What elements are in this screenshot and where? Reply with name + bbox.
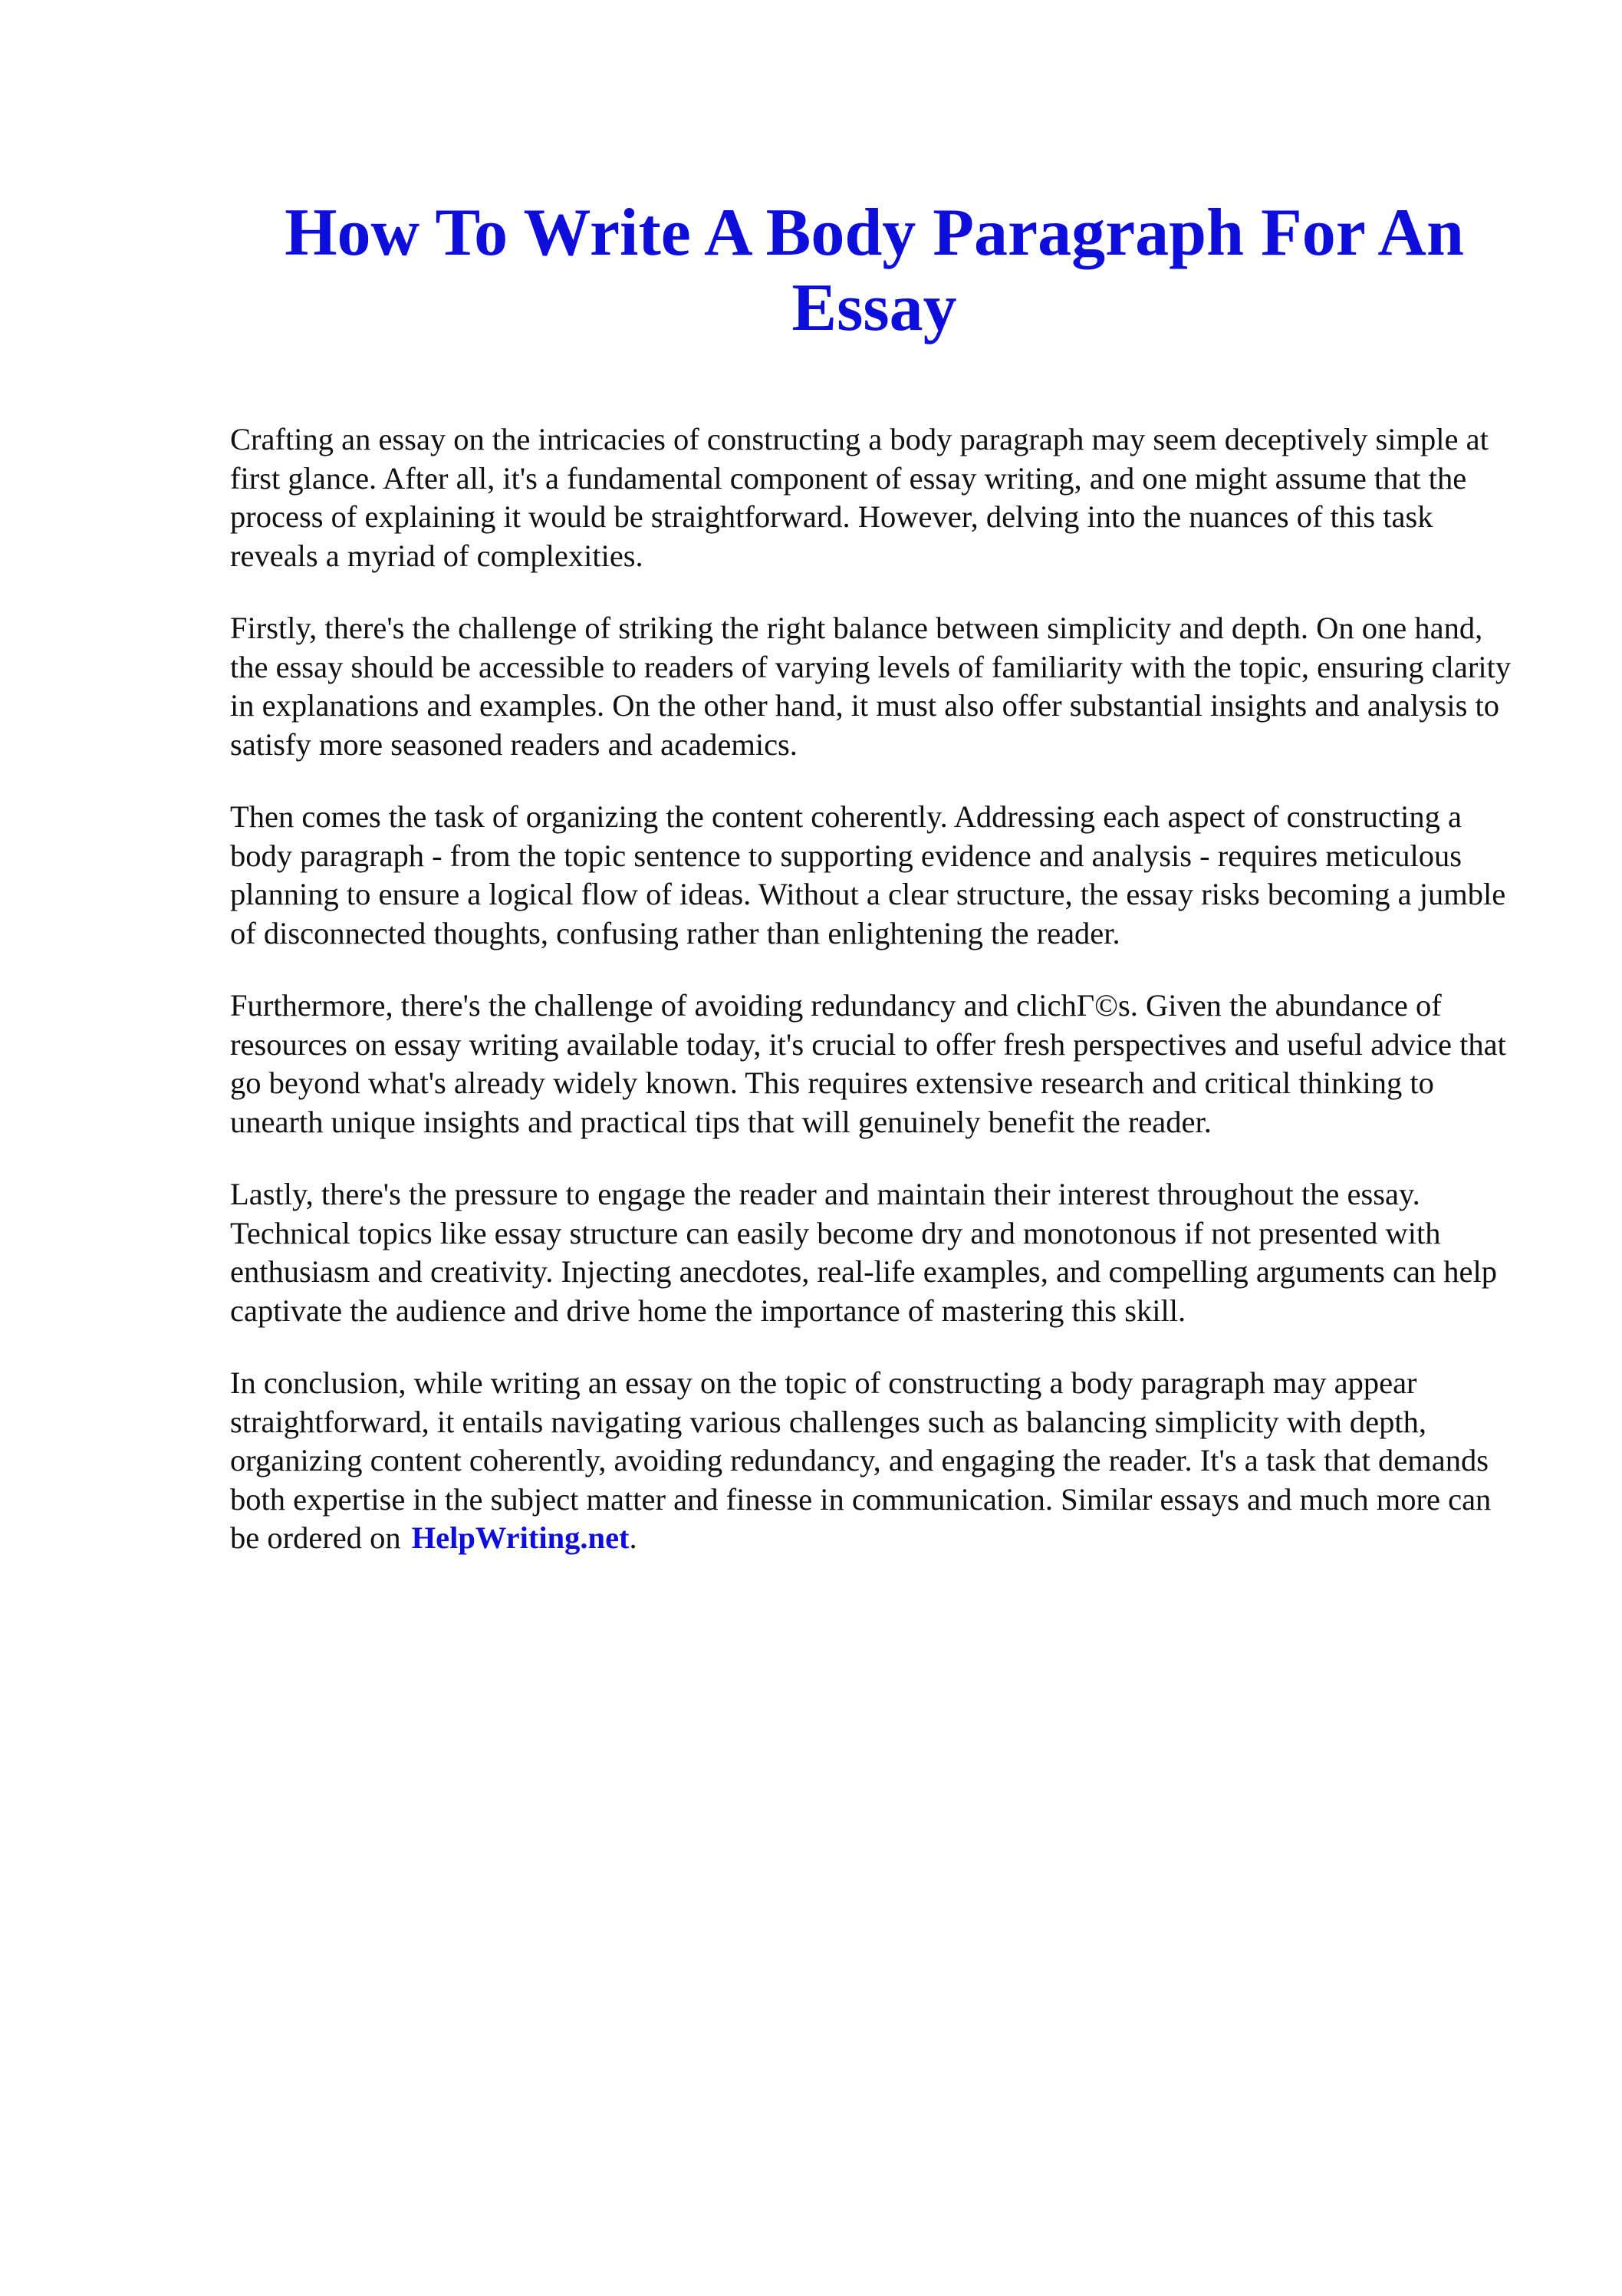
conclusion-period: . xyxy=(629,1520,637,1555)
paragraph-organization: Then comes the task of organizing the content coherently. Addressing each aspect of constructing a body paragraph - from the topic sentence to supporting evidence and analysis - requires meticulous planning to ensure a logical flow of ideas. Without a clear structure, the essay risks becoming a jumble of disconnected thoughts, confusing rather than enlightening the reader. xyxy=(230,799,1506,950)
conclusion-text: In conclusion, while writing an essay on the topic of constructing a body paragraph may appear straightforward, it entails navigating various challenges such as balancing simplicity with depth, organizing content coherently, avoiding redundancy, and engaging the reader. It's a task that demands both expertise in the subject matter and finesse in communication. Similar essays and much more can be ordered on xyxy=(230,1365,1492,1555)
paragraph-redundancy: Furthermore, there's the challenge of avoiding redundancy and clichΓ©s. Given the abundance of resources on essay writing available today, it's crucial to offer fresh perspectives and useful advice that go beyond what's already widely known. This requires extensive research and critical thinking to unearth unique insights and practical tips that will genuinely benefit the reader. xyxy=(230,988,1506,1139)
paragraph-balance: Firstly, there's the challenge of striking the right balance between simplicity and depth. On one hand, the essay should be accessible to readers of varying levels of familiarity with the topic, ensuring clarity in explanations and examples. On the other hand, it must also offer substantial insights and analysis to satisfy more seasoned readers and academics. xyxy=(230,611,1512,762)
paragraph-conclusion xyxy=(230,1364,1526,1558)
helpwriting-link[interactable]: HelpWriting.net xyxy=(411,1520,630,1555)
document-body xyxy=(230,420,1526,1592)
paragraph-intro: Crafting an essay on the intricacies of constructing a body paragraph may seem deceptively simple at first glance. After all, it's a fundamental component of essay writing, and one might assume that the process of explaining it would be straightforward. However, delving into the nuances of this task reveals a myriad of complexities. xyxy=(230,422,1489,573)
paragraph-engagement: Lastly, there's the pressure to engage the reader and maintain their interest throughout the essay. Technical topics like essay structure can easily become dry and monotonous if not presented with enthusiasm and creativity. Injecting anecdotes, real-life examples, and compelling arguments can help captivate the audience and drive home the importance of mastering this skill. xyxy=(230,1177,1498,1328)
document-title: How To Write A Body Paragraph For An Essay xyxy=(285,196,1464,345)
